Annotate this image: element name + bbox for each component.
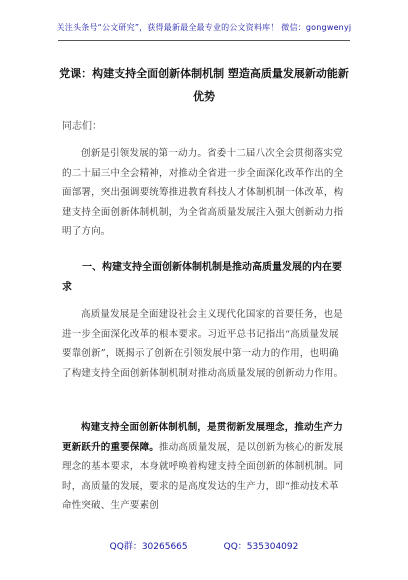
page-title: 党课：构建支持全面创新体制机制 塑造高质量发展新动能新优势 (59, 67, 349, 103)
footer-qq-group: QQ群：30265665 (109, 542, 188, 552)
header-note: 关注头条号“公文研究”，获得最新最全最专业的公文资料库！ 微信：gongwenyj (56, 23, 352, 32)
paragraph-3-rest: 推动高质量发展，是以创新为核心的新发展理念的基本要求，本身就呼唤着构建支持全面创新的体制机制。同时，高质量的发展，要求的是高度发达的生产力，即“推动技术革命性突破、生产要素创 (62, 441, 344, 511)
paragraph-3-lead: 构建支持全面创新体制机制，是贯彻新发展理念，推动生产力更新跃升的重要保障。 (62, 422, 343, 453)
footer-qq: QQ：535304092 (223, 542, 299, 552)
paragraph-2: 高质量发展是全面建设社会主义现代化国家的首要任务，也是进一步全面深化改革的根本要求。习近平总书记指出“高质量发展要靠创新”，既揭示了创新在引领发展中第一动力的作用，也明确了构建支持全面创新体制机制对推动高质量发展的创新动力作用。 (62, 309, 344, 379)
header-divider (58, 40, 350, 41)
paragraph-3 (62, 418, 348, 516)
intro-paragraph: 创新是引领发展的第一动力。省委十二届八次全会贯彻落实党的二十届三中全会精神，对推动全省进一步全面深化改革作出的全面部署，突出强调要统筹推进教育科技人才体制机制一体改革，构建支持全面创新体制机制，为全省高质量发展注入强大创新动力指明了方向。 (62, 148, 344, 237)
footer (0, 539, 408, 552)
salutation: 同志们： (62, 121, 102, 132)
section-heading: 一、构建支持全面创新体制机制是推动高质量发展的内在要求 (62, 262, 342, 293)
